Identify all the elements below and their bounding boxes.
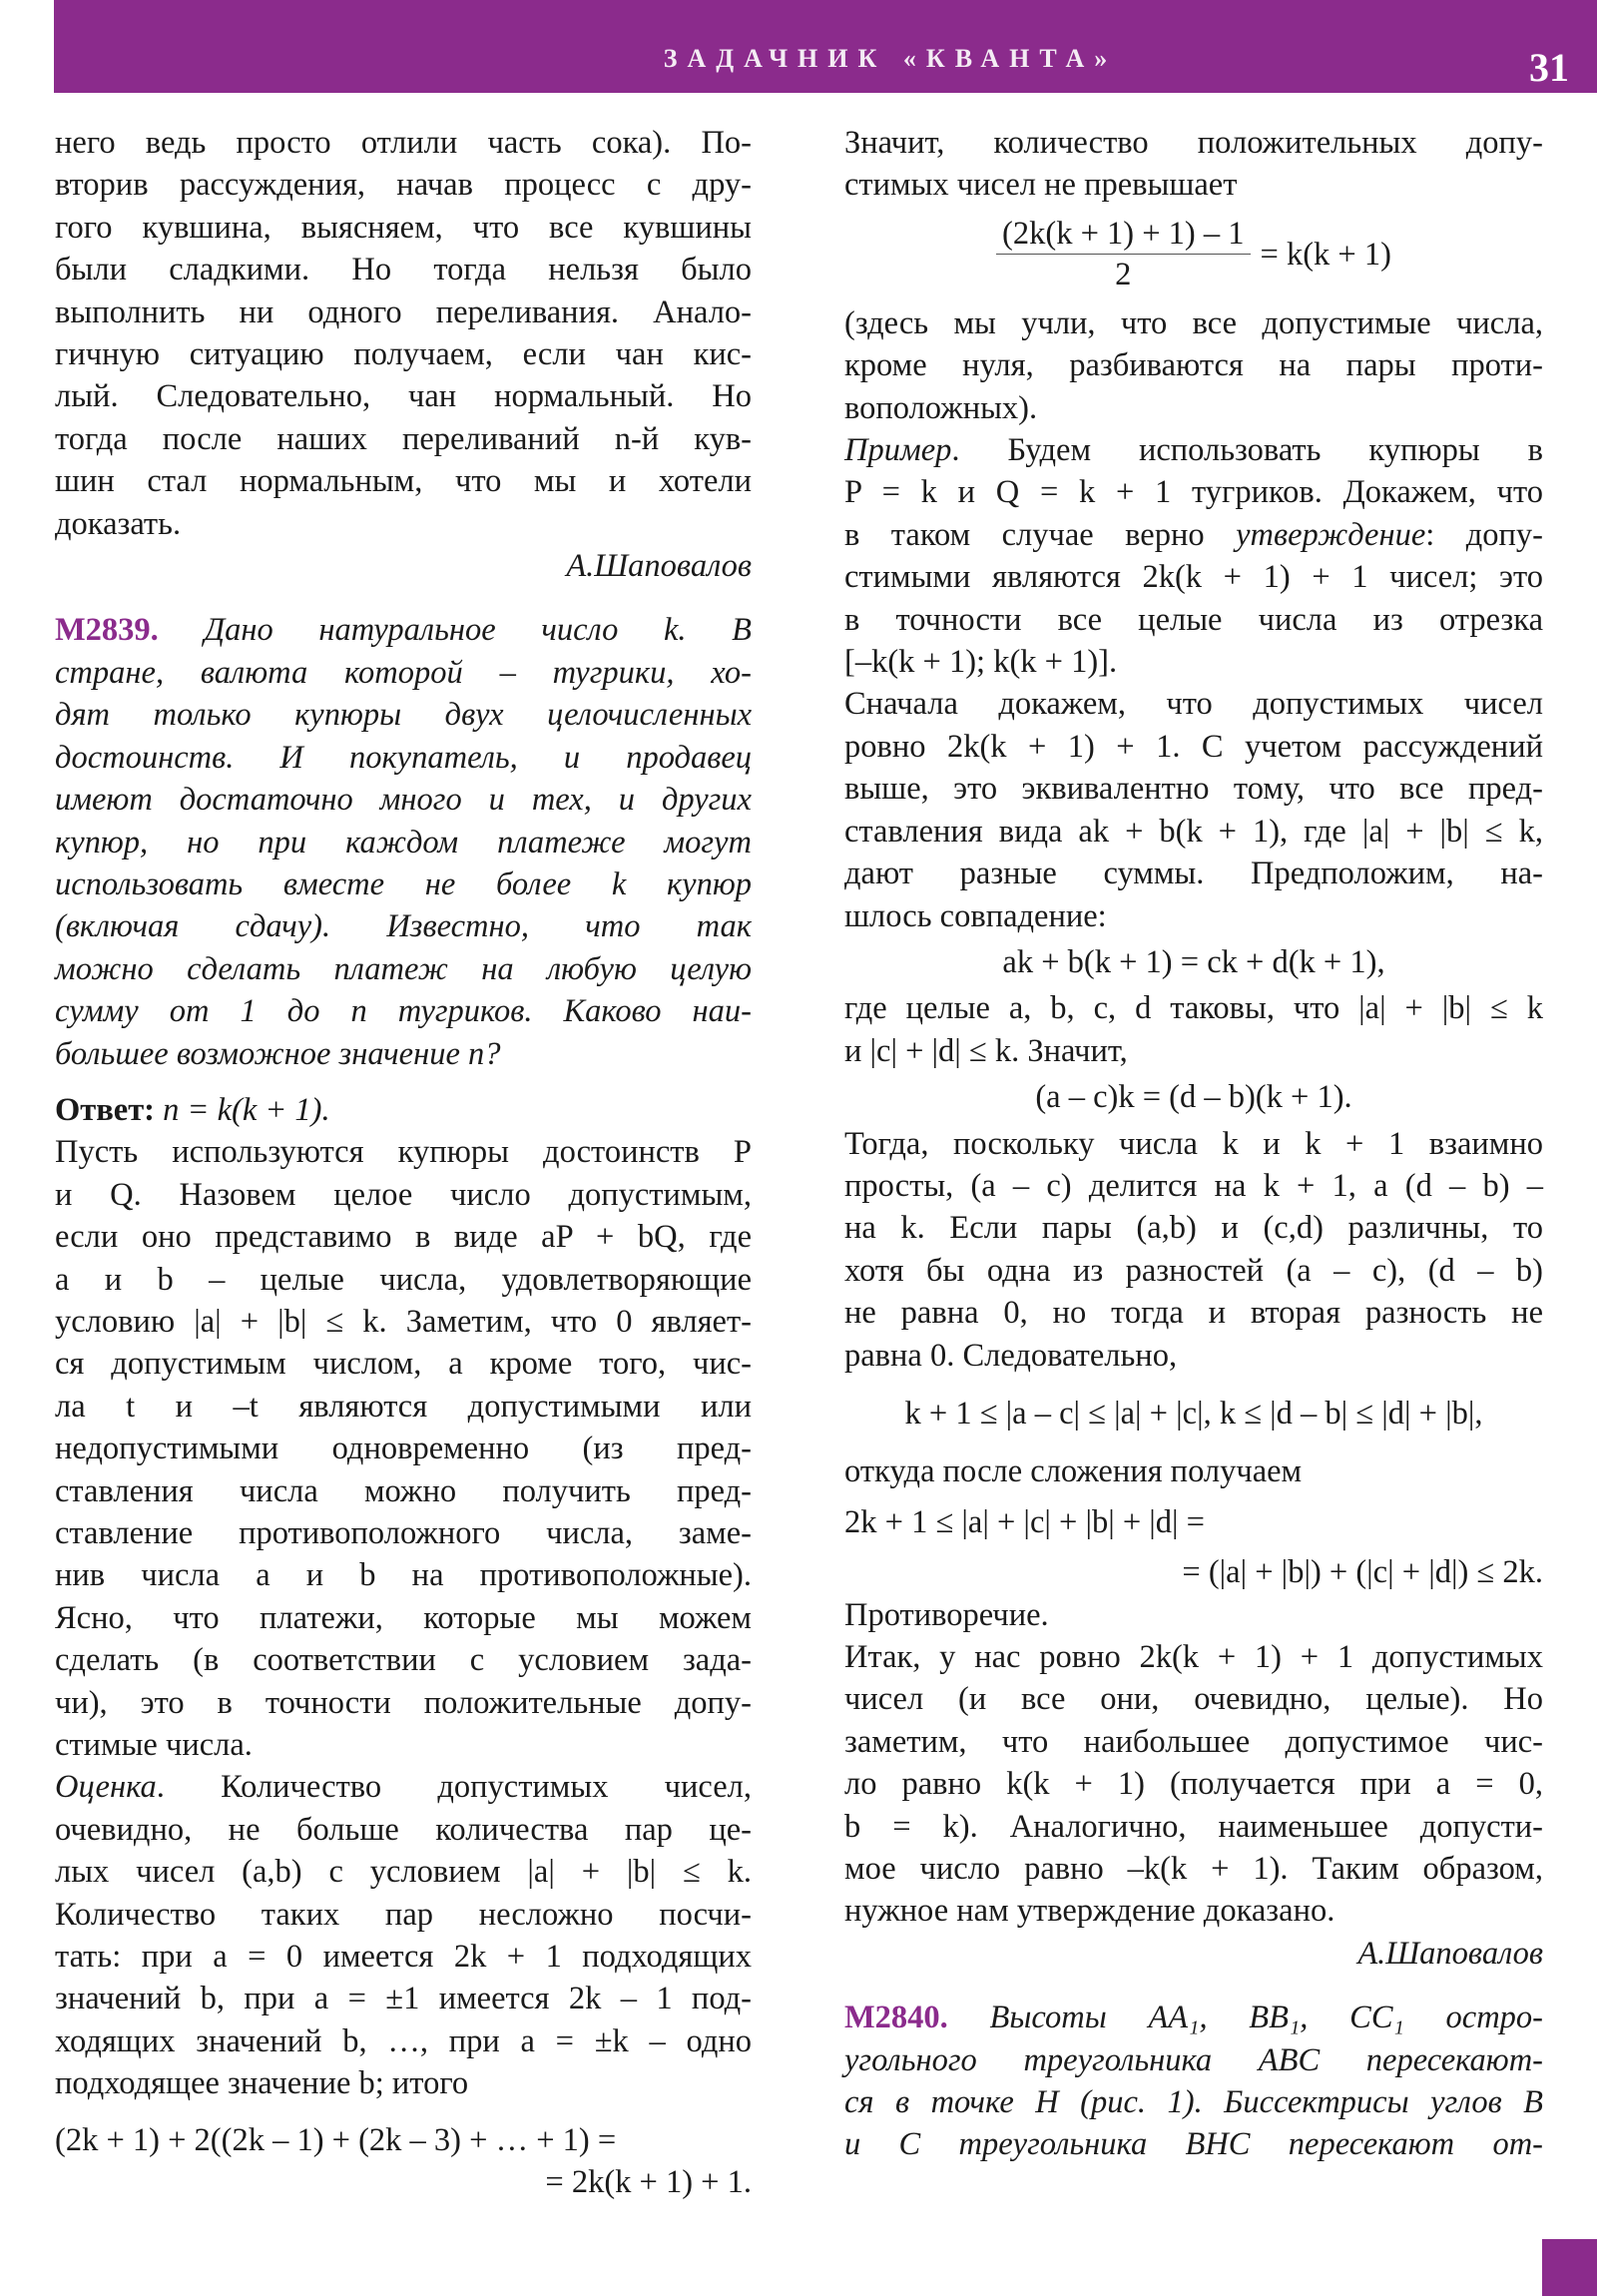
answer-line bbox=[55, 1089, 752, 1131]
formula-line: k + 1 ≤ |a – c| ≤ |a| + |c|, k ≤ |d – b| ≤ |d| + |b|, bbox=[904, 1395, 1483, 1432]
text-line: условию |a| + |b| ≤ k. Заметим, что 0 являет- bbox=[55, 1303, 752, 1340]
text-line: шин стал нормальным, что мы и хотели bbox=[55, 463, 752, 500]
text-line: купюр, но при каждом платеже могут bbox=[55, 824, 752, 861]
text-line: Противоречие. bbox=[844, 1596, 1049, 1633]
section-title: ЗАДАЧНИК «КВАНТА» bbox=[663, 44, 1118, 73]
text-line: Ясно, что платежи, которые мы можем bbox=[55, 1599, 752, 1636]
estimate-label: Оценка bbox=[55, 1769, 157, 1806]
text-line: (включая сдачу). Известно, что так bbox=[55, 908, 752, 945]
text-line: Тогда, поскольку числа k и k + 1 взаимно bbox=[844, 1125, 1543, 1162]
formula-line: ak + b(k + 1) = ck + d(k + 1), bbox=[1002, 943, 1385, 980]
text-line: гичную ситуацию получаем, если чан кис- bbox=[55, 336, 752, 373]
text-line: не равна 0, но тогда и вторая разность не bbox=[844, 1295, 1543, 1332]
text-line: угольного треугольника ABC пересекают- bbox=[844, 2041, 1543, 2078]
text-line: стимыми являются 2k(k + 1) + 1 чисел; это bbox=[844, 559, 1543, 596]
text-line: и Q. Назовем целое число допустимым, bbox=[55, 1176, 752, 1213]
problem-id: М2839. bbox=[55, 612, 159, 649]
text-line: если оно представимо в виде aP + bQ, где bbox=[55, 1219, 752, 1256]
text-line: тогда после наших переливаний n-й кув- bbox=[55, 420, 752, 457]
continuation-text bbox=[55, 122, 752, 587]
text-line: достоинств. И покупатель, и продавец bbox=[55, 739, 752, 776]
fraction-numerator: (2k(k + 1) + 1) – 1 bbox=[996, 214, 1250, 255]
text-line: шлось совпадение: bbox=[844, 897, 1107, 934]
page-number: 31 bbox=[1529, 45, 1569, 90]
page-header bbox=[54, 0, 1597, 93]
text-line: ровно 2k(k + 1) + 1. С учетом рассуждений bbox=[844, 728, 1543, 765]
text-line: него ведь просто отлили часть сока). По- bbox=[55, 125, 752, 161]
text-line: стране, валюта которой – тугрики, хо- bbox=[55, 654, 752, 691]
text-line: P = k и Q = k + 1 тугриков. Докажем, что bbox=[844, 474, 1543, 511]
text-line: ло равно k(k + 1) (получается при a = 0, bbox=[844, 1766, 1543, 1803]
text-line: выше, это эквивалентно тому, что все пред- bbox=[844, 771, 1543, 808]
text-line: ставления вида ak + b(k + 1), где |a| + |b| ≤ k, bbox=[844, 813, 1543, 850]
text-line: недопустимыми одновременно (из пред- bbox=[55, 1431, 752, 1467]
text-line: ся допустимым числом, а кроме того, чис- bbox=[55, 1346, 752, 1383]
left-column bbox=[55, 122, 752, 2204]
text-line: подходящее значение b; итого bbox=[55, 2065, 469, 2102]
text-line: нив числа a и b на противоположные). bbox=[55, 1557, 752, 1594]
text-line: имеют достаточно много и тех, и других bbox=[55, 782, 752, 819]
text-line: чи), это в точности положительные допу- bbox=[55, 1684, 752, 1721]
text-line: сумму от 1 до n тугриков. Каково наи- bbox=[55, 993, 752, 1030]
text-line: гого кувшина, выясняем, что все кувшины bbox=[55, 209, 752, 246]
text-line: воположных). bbox=[844, 389, 1038, 426]
text-line: очевидно, не больше количества пар це- bbox=[55, 1811, 752, 1848]
problem-m2840 bbox=[844, 1997, 1543, 2166]
author-signature: А.Шаповалов bbox=[566, 548, 752, 585]
text-line: ся в точке H (рис. 1). Биссектрисы углов B bbox=[844, 2084, 1543, 2121]
text-line: большее возможное значение n? bbox=[55, 1035, 501, 1072]
text-line: мое число равно –k(k + 1). Таким образом, bbox=[844, 1851, 1543, 1888]
text-line: хотя бы одна из разностей (a – c), (d – b) bbox=[844, 1252, 1543, 1289]
text-line: Высоты AA₁, BB₁, CC₁ остро- bbox=[989, 2000, 1543, 2036]
text-line: значений b, при a = ±1 имеется 2k – 1 под- bbox=[55, 1981, 752, 2017]
text-line: Значит, количество положительных допу- bbox=[844, 125, 1543, 161]
formula-line: (2k + 1) + 2((2k – 1) + (2k – 3) + … + 1) = bbox=[55, 2121, 617, 2158]
fraction-denominator: 2 bbox=[1115, 257, 1132, 293]
text-line: можно сделать платеж на любую целую bbox=[55, 950, 752, 987]
text-line: дят только купюры двух целочисленных bbox=[55, 697, 752, 734]
text-line: Дано натуральное число k. В bbox=[204, 612, 752, 649]
text-line: лый. Следовательно, чан нормальный. Но bbox=[55, 378, 752, 415]
text-line: ходящих значений b, …, при a = ±k – одно bbox=[55, 2022, 752, 2059]
formula-line: 2k + 1 ≤ |a| + |c| + |b| + |d| = bbox=[844, 1503, 1206, 1540]
text-line: ла t и –t являются допустимыми или bbox=[55, 1388, 752, 1425]
corner-tab-decoration bbox=[1542, 2239, 1597, 2296]
text-line: заметим, что наибольшее допустимое чис- bbox=[844, 1723, 1543, 1760]
text-line: использовать вместе не более k купюр bbox=[55, 865, 752, 902]
text-line: доказать. bbox=[55, 505, 182, 542]
text-line: дают разные суммы. Предположим, на- bbox=[844, 856, 1543, 892]
author-signature: А.Шаповалов bbox=[1357, 1935, 1543, 1972]
text-line: . Будем использовать купюры в bbox=[951, 432, 1543, 469]
text-line: (здесь мы учли, что все допустимые числа, bbox=[844, 304, 1543, 341]
text-line: b = k). Аналогично, наименьшее допусти- bbox=[844, 1808, 1543, 1845]
answer-value: n = k(k + 1). bbox=[163, 1091, 330, 1128]
text-line: стимые числа. bbox=[55, 1727, 253, 1764]
text-line: просты, (a – c) делится на k + 1, а (d – b) – bbox=[844, 1167, 1543, 1204]
text-line: ставления числа можно получить пред- bbox=[55, 1472, 752, 1509]
text-line: [–k(k + 1); k(k + 1)]. bbox=[844, 644, 1118, 681]
text-line: Сначала докажем, что допустимых чисел bbox=[844, 686, 1543, 723]
text-line: чисел (и все они, очевидно, целые). Но bbox=[844, 1681, 1543, 1718]
formula-line: = 2k(k + 1) + 1. bbox=[545, 2164, 752, 2201]
text-line: выполнить ни одного переливания. Анало- bbox=[55, 293, 752, 330]
text-line: в таком случае верно bbox=[844, 516, 1237, 553]
text-line: лых чисел (a,b) с условием |a| + |b| ≤ k. bbox=[55, 1854, 752, 1891]
text-line: . Количество допустимых чисел, bbox=[156, 1769, 752, 1806]
text-line: Количество таких пар несложно посчи- bbox=[55, 1896, 752, 1933]
text-line: равна 0. Следовательно, bbox=[844, 1337, 1178, 1374]
problem-m2839 bbox=[55, 609, 752, 2203]
text-line: были сладкими. Но тогда нельзя было bbox=[55, 252, 752, 288]
right-column bbox=[844, 122, 1543, 2166]
text-line: Пусть используются купюры достоинств P bbox=[55, 1134, 752, 1171]
formula-line: (a – c)k = (d – b)(k + 1). bbox=[1035, 1079, 1352, 1116]
text-line: кроме нуля, разбиваются на пары проти- bbox=[844, 347, 1543, 384]
fraction bbox=[996, 214, 1250, 294]
text-line: на k. Если пары (a,b) и (c,d) различны, то bbox=[844, 1210, 1543, 1247]
text-line: тать: при a = 0 имеется 2k + 1 подходящих bbox=[55, 1939, 752, 1976]
text-line: и |c| + |d| ≤ k. Значит, bbox=[844, 1032, 1128, 1069]
formula-line: = (|a| + |b|) + (|c| + |d|) ≤ 2k. bbox=[1182, 1554, 1543, 1591]
fraction-formula bbox=[844, 207, 1543, 302]
text-line: : допу- bbox=[1425, 516, 1543, 553]
problem-id: М2840. bbox=[844, 2000, 948, 2036]
text-line: вторив рассуждения, начав процесс с дру- bbox=[55, 167, 752, 204]
claim-word: утверждение bbox=[1236, 516, 1426, 553]
answer-label: Ответ: bbox=[55, 1091, 156, 1128]
text-line: и C треугольника BHC пересекают от- bbox=[844, 2126, 1543, 2163]
text-line: стимых чисел не превышает bbox=[844, 167, 1238, 204]
example-label: Пример bbox=[844, 432, 952, 469]
fraction-rhs: = k(k + 1) bbox=[1260, 236, 1391, 273]
text-line: a и b – целые числа, удовлетворяющие bbox=[55, 1261, 752, 1298]
text-line: сделать (в соответствии с условием зада- bbox=[55, 1642, 752, 1679]
text-line: ставление противоположного числа, заме- bbox=[55, 1515, 752, 1551]
text-line: нужное нам утверждение доказано. bbox=[844, 1893, 1335, 1930]
text-line: в точности все целые числа из отрезка bbox=[844, 601, 1543, 638]
text-line: откуда после сложения получаем bbox=[844, 1453, 1303, 1490]
text-line: Итак, у нас ровно 2k(k + 1) + 1 допустимых bbox=[844, 1639, 1543, 1675]
text-line: где целые a, b, c, d таковы, что |a| + |b| ≤ k bbox=[844, 990, 1543, 1027]
